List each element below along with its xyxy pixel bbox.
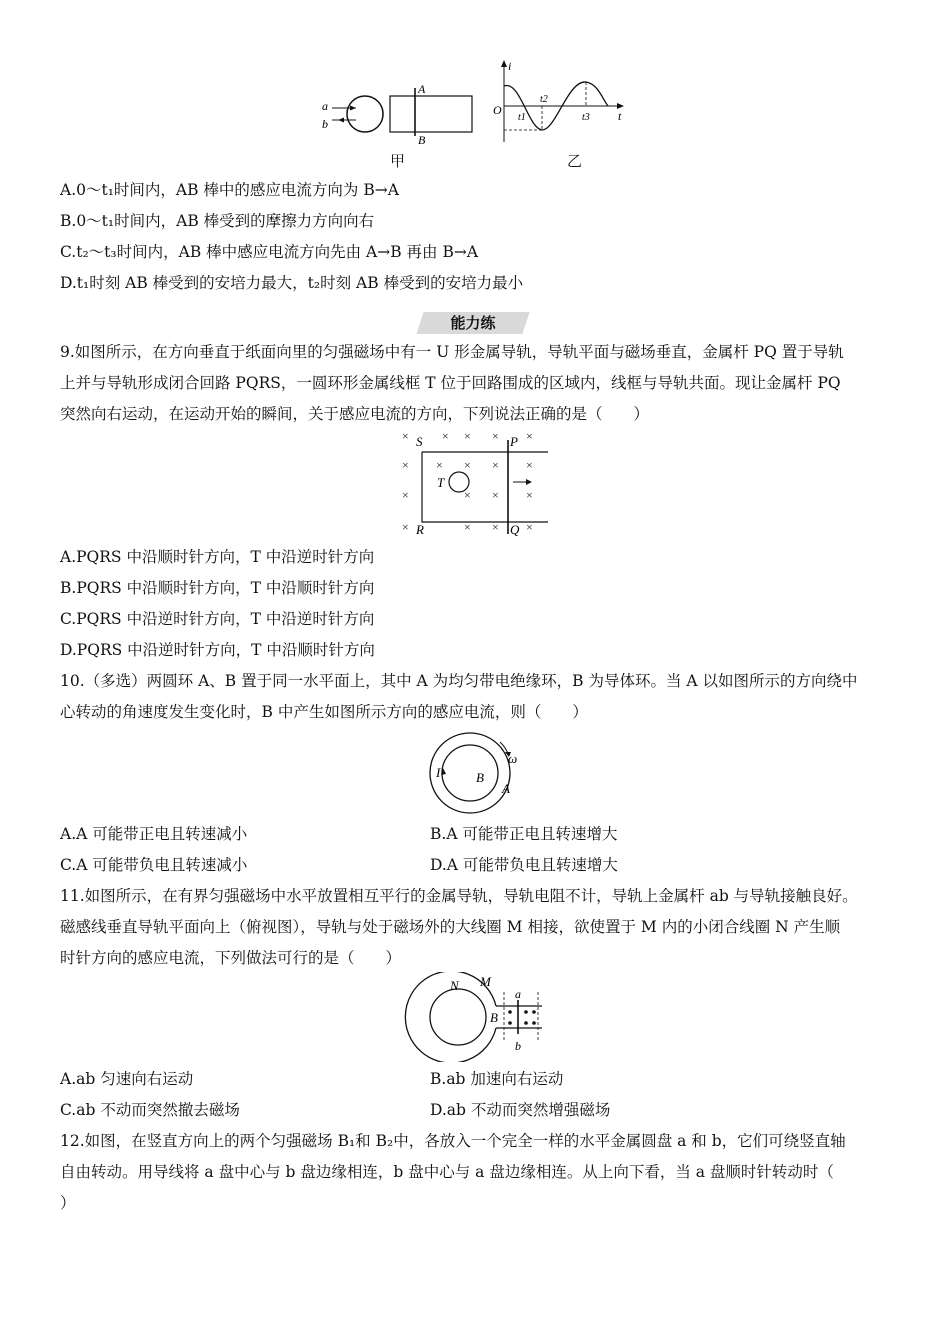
label-t3: t3: [582, 112, 590, 123]
label-t: t: [618, 109, 622, 123]
caption-yi: 乙: [567, 152, 583, 170]
q9-option-b: B.PQRS 中沿顺时针方向，T 中沿顺时针方向: [60, 579, 375, 597]
svg-text:×: ×: [526, 429, 533, 443]
label-P: P: [510, 434, 518, 449]
q11-line-2: 磁感线垂直导轨平面向上（俯视图），导轨与处于磁场外的大线圈 M 相接，欲使置于 M 内的小闭合线圈 N 产生顺: [60, 918, 841, 936]
svg-text:×: ×: [402, 520, 409, 534]
svg-text:×: ×: [492, 429, 499, 443]
q12-line-3: ）: [60, 1194, 76, 1212]
q8-option-d: D.t₁时刻 AB 棒受到的安培力最大，t₂时刻 AB 棒受到的安培力最小: [60, 274, 524, 292]
q9-option-a: A.PQRS 中沿顺时针方向，T 中沿逆时针方向: [60, 548, 375, 566]
section-banner: 能力练: [450, 314, 496, 332]
q10-line-2: 心转动的角速度发生变化时，B 中产生如图所示方向的感应电流，则（ ）: [60, 703, 588, 721]
q11-line-1: 11.如图所示，在有界匀强磁场中水平放置相互平行的金属导轨，导轨电阻不计，导轨上金属杆 ab 与导轨接触良好。: [60, 887, 858, 905]
q10-option-c: C.A 可能带负电且转速减小: [60, 856, 248, 874]
label-b: b: [515, 1039, 521, 1053]
q9-option-c: C.PQRS 中沿逆时针方向，T 中沿逆时针方向: [60, 610, 375, 628]
label-O: O: [493, 103, 502, 117]
q11-line-3: 时针方向的感应电流，下列做法可行的是（ ）: [60, 949, 402, 967]
svg-text:×: ×: [492, 488, 499, 502]
svg-text:×: ×: [436, 458, 443, 472]
q9-line-2: 上并与导轨形成闭合回路 PQRS，一圆环形金属线框 T 位于回路围成的区域内，线框与导轨共面。现让金属杆 PQ: [60, 374, 841, 392]
q10-option-b: B.A 可能带正电且转速增大: [430, 825, 618, 843]
q12-line-1: 12.如图，在竖直方向上的两个匀强磁场 B₁和 B₂中，各放入一个完全一样的水平金属圆盘 a 和 b，它们可绕竖直轴: [60, 1132, 846, 1150]
label-A: A: [418, 82, 426, 96]
caption-jia: 甲: [390, 152, 406, 170]
label-t2: t2: [540, 94, 548, 105]
figure-q8-left: [318, 78, 478, 154]
svg-text:×: ×: [464, 488, 471, 502]
q9-line-1: 9.如图所示，在方向垂直于纸面向里的匀强磁场中有一 U 形金属导轨，导轨平面与磁场垂直，金属杆 PQ 置于导轨: [60, 343, 844, 361]
label-S: S: [416, 434, 423, 449]
svg-text:×: ×: [442, 429, 449, 443]
q10-line-1: 10.（多选）两圆环 A、B 置于同一水平面上，其中 A 为均匀带电绝缘环，B 为导体环。当 A 以如图所示的方向绕中: [60, 672, 858, 690]
label-T: T: [437, 475, 445, 490]
q8-option-a: A.0～t₁时间内，AB 棒中的感应电流方向为 B→A: [60, 181, 399, 199]
label-I: I: [436, 765, 441, 780]
label-B: B: [418, 133, 426, 147]
svg-text:×: ×: [492, 520, 499, 534]
svg-text:×: ×: [402, 429, 409, 443]
q9-option-d: D.PQRS 中沿逆时针方向，T 中沿顺时针方向: [60, 641, 375, 659]
figure-q10: [420, 730, 530, 820]
svg-text:×: ×: [402, 458, 409, 472]
q11-option-c: C.ab 不动而突然撤去磁场: [60, 1101, 240, 1119]
q8-option-c: C.t₂～t₃时间内，AB 棒中感应电流方向先由 A→B 再由 B→A: [60, 243, 479, 261]
label-a: a: [515, 987, 521, 1001]
svg-text:×: ×: [526, 488, 533, 502]
q11-option-a: A.ab 匀速向右运动: [60, 1070, 194, 1088]
q9-line-3: 突然向右运动，在运动开始的瞬间，关于感应电流的方向，下列说法正确的是（ ）: [60, 405, 650, 423]
label-N: N: [450, 978, 459, 993]
svg-text:×: ×: [526, 458, 533, 472]
label-Q: Q: [510, 522, 520, 537]
q8-option-b: B.0～t₁时间内，AB 棒受到的摩擦力方向向右: [60, 212, 375, 230]
svg-text:×: ×: [464, 429, 471, 443]
svg-text:×: ×: [492, 458, 499, 472]
q12-line-2: 自由转动。用导线将 a 盘中心与 b 盘边缘相连，b 盘中心与 a 盘边缘相连。从上向下看，当 a 盘顺时针转动时（: [60, 1163, 834, 1181]
figure-q11: [404, 972, 546, 1066]
q11-option-d: D.ab 不动而突然增强磁场: [430, 1101, 611, 1119]
q11-option-b: B.ab 加速向右运动: [430, 1070, 564, 1088]
label-B: B: [476, 770, 484, 785]
q10-option-d: D.A 可能带负电且转速增大: [430, 856, 618, 874]
label-M: M: [480, 974, 491, 989]
label-B: B: [490, 1010, 498, 1025]
svg-text:×: ×: [526, 520, 533, 534]
label-a: a: [322, 99, 328, 113]
q10-option-a: A.A 可能带正电且转速减小: [60, 825, 248, 843]
figure-q8-right: [490, 58, 630, 152]
svg-text:×: ×: [464, 458, 471, 472]
label-R: R: [416, 522, 424, 537]
figure-q9: [396, 426, 552, 544]
svg-text:×: ×: [464, 520, 471, 534]
label-b: b: [322, 117, 328, 131]
label-A: A: [502, 781, 510, 796]
label-i: i: [508, 59, 512, 73]
label-t1: t1: [518, 112, 526, 123]
svg-text:×: ×: [402, 488, 409, 502]
label-omega: ω: [508, 751, 518, 766]
